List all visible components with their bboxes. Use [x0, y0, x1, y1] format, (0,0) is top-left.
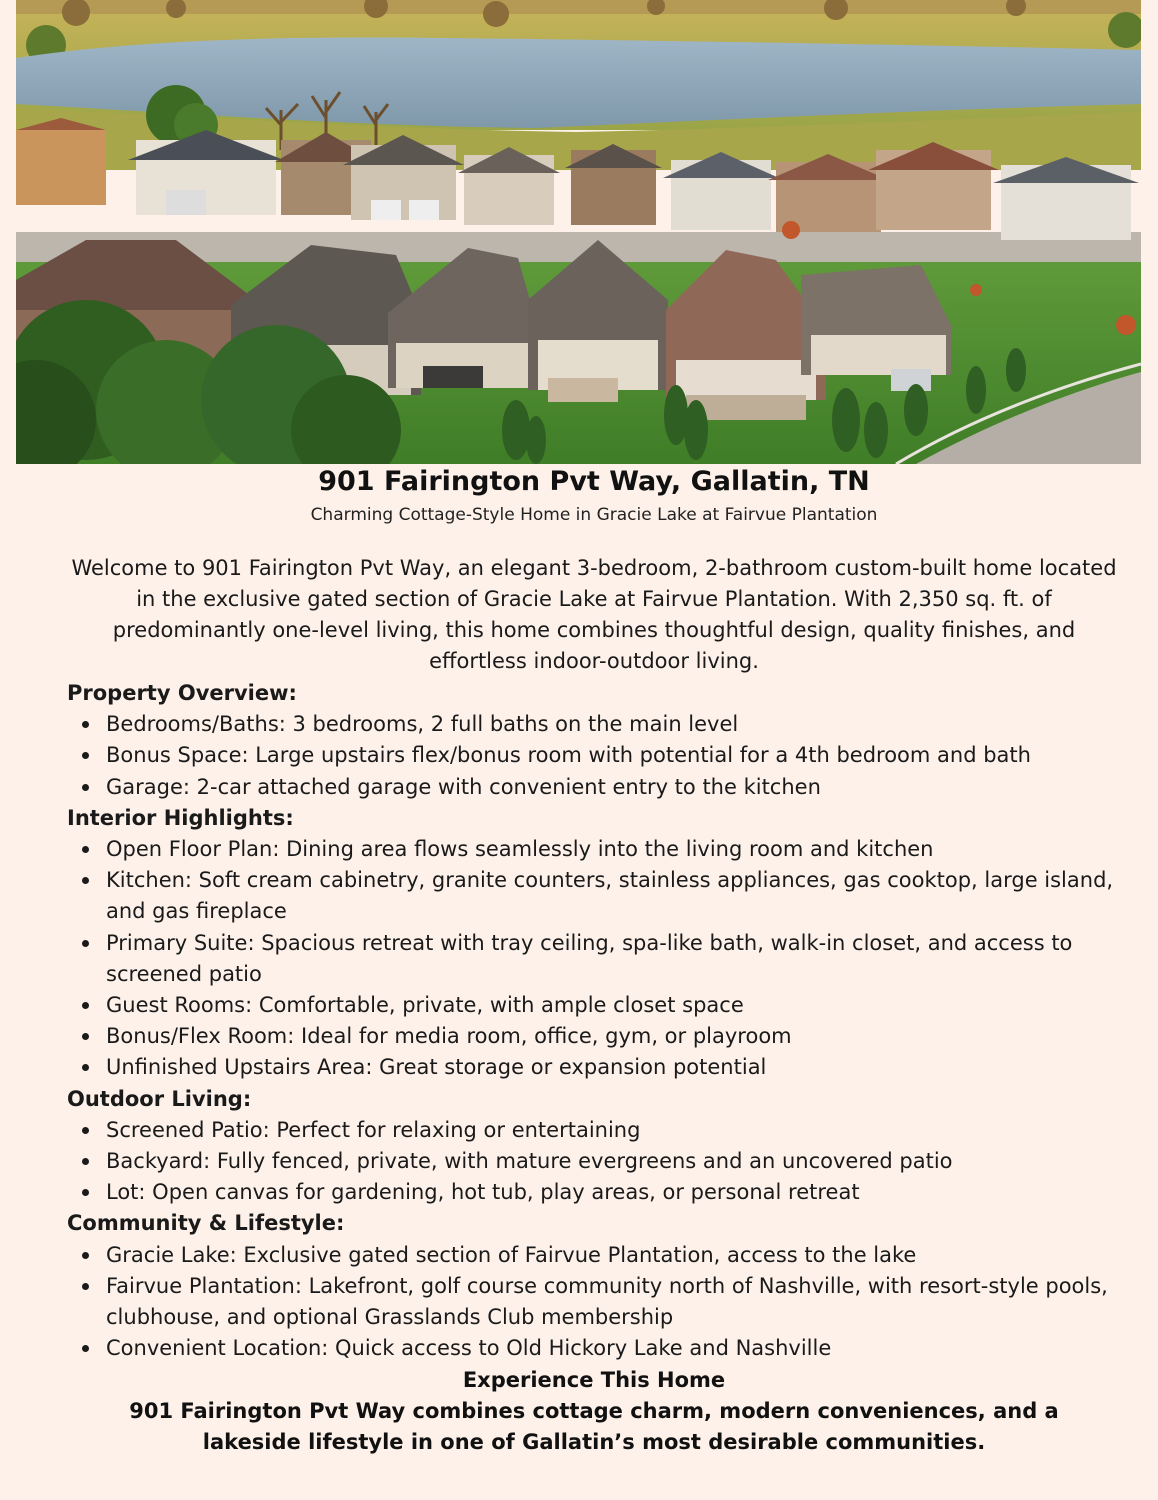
closing-text: 901 Fairington Pvt Way combines cottage charm, modern conveniences, and a lakeside lifestyle in one of Gallatin’s most desirable communities. [129, 1399, 1059, 1455]
list-item: Gracie Lake: Exclusive gated section of Fairvue Plantation, access to the lake [67, 1240, 1127, 1271]
list-item: Kitchen: Soft cream cabinetry, granite counters, stainless appliances, gas cooktop, large island, and gas fireplace [67, 865, 1127, 927]
property-address-title: 901 Fairington Pvt Way, Gallatin, TN [318, 466, 870, 497]
list-item: Unfinished Upstairs Area: Great storage or expansion potential [67, 1052, 1127, 1083]
list-item: Screened Patio: Perfect for relaxing or entertaining [67, 1115, 1127, 1146]
hero-photo [16, 0, 1141, 464]
section-heading-community-lifestyle: Community & Lifestyle: [67, 1211, 345, 1236]
property-subtitle: Charming Cottage-Style Home in Gracie Lake at Fairvue Plantation [310, 505, 878, 525]
list-item: Bedrooms/Baths: 3 bedrooms, 2 full baths on the main level [67, 709, 1127, 740]
list-item: Lot: Open canvas for gardening, hot tub, play areas, or personal retreat [67, 1177, 1127, 1208]
community-lifestyle-list [67, 1240, 1127, 1365]
property-overview-list [67, 709, 1127, 803]
list-item: Guest Rooms: Comfortable, private, with ample closet space [67, 990, 1127, 1021]
property-details [67, 678, 1127, 1364]
closing-section [80, 1365, 1108, 1459]
interior-highlights-list [67, 834, 1127, 1084]
closing-heading: Experience This Home [462, 1368, 726, 1392]
section-heading-property-overview: Property Overview: [67, 681, 297, 705]
list-item: Garage: 2-car attached garage with convenient entry to the kitchen [67, 772, 1127, 803]
list-item: Backyard: Fully fenced, private, with mature evergreens and an uncovered patio [67, 1146, 1127, 1177]
list-item: Bonus Space: Large upstairs flex/bonus room with potential for a 4th bedroom and bath [67, 740, 1127, 771]
section-heading-interior-highlights: Interior Highlights: [67, 805, 294, 830]
list-item: Bonus/Flex Room: Ideal for media room, office, gym, or playroom [67, 1021, 1127, 1052]
intro-paragraph: Welcome to 901 Fairington Pvt Way, an elegant 3-bedroom, 2-bathroom custom-built home located in the exclusive gated section of Gracie Lake at Fairvue Plantation. With 2,350 sq. ft. of predominantly one-level living, this home combines thoughtful design, quality finishes, and effortless indoor-outdoor living. [71, 556, 1117, 673]
list-item: Fairvue Plantation: Lakefront, golf course community north of Nashville, with resort-style pools, clubhouse, and optional Grasslands Club membership [67, 1271, 1127, 1333]
list-item: Open Floor Plan: Dining area flows seamlessly into the living room and kitchen [67, 834, 1127, 865]
list-item: Primary Suite: Spacious retreat with tray ceiling, spa-like bath, walk-in closet, and access to screened patio [67, 928, 1127, 990]
list-item: Convenient Location: Quick access to Old Hickory Lake and Nashville [67, 1333, 1127, 1364]
section-heading-outdoor-living: Outdoor Living: [67, 1086, 252, 1111]
outdoor-living-list [67, 1115, 1127, 1209]
